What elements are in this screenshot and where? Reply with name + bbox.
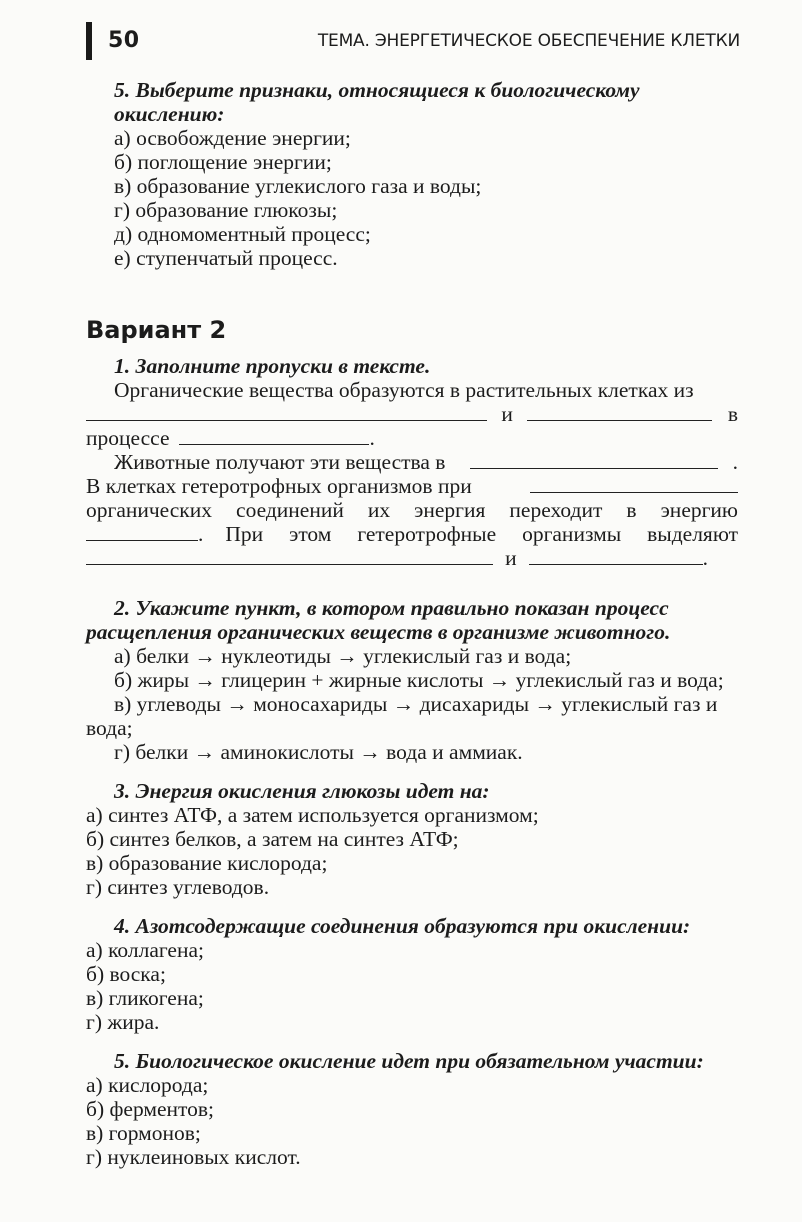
answer-option: г) образование глюкозы; [114, 198, 338, 222]
running-title: ТЕМА. ЭНЕРГЕТИЧЕСКОЕ ОБЕСПЕЧЕНИЕ КЛЕТКИ [317, 31, 740, 51]
question-prompt: 1. Заполните пропуски в тексте. [114, 354, 431, 378]
question-4 [86, 914, 738, 1034]
fill-text: Органические вещества образуются в растительных клетках из [114, 378, 694, 402]
fill-text: и [505, 546, 517, 570]
answer-option: а) синтез АТФ, а затем используется организмом; [86, 803, 539, 827]
fill-text: В клетках гетеротрофных организмов при [86, 474, 472, 498]
question-prompt: 5. Выберите признаки, относящиеся к биологическому окислению: [114, 78, 640, 126]
fill-line [86, 426, 738, 450]
question-5 [86, 1049, 738, 1169]
question-prompt: 2. Укажите пункт, в котором правильно показан процесс расщепления органических веществ в организме животного. [86, 596, 671, 644]
answer-option: в) гликогена; [86, 986, 204, 1010]
answer-option: г) жира. [86, 1010, 160, 1034]
fill-line [86, 402, 738, 426]
fill-text: органических соединений их энергия переходит в энергию [86, 498, 738, 522]
fill-line [86, 474, 738, 498]
fill-text: При этом гетеротрофные организмы выделяют [225, 522, 738, 546]
prev-question-5 [86, 78, 738, 270]
fill-line [86, 498, 738, 522]
fill-text: . [732, 450, 738, 474]
answer-option: б) воска; [86, 962, 166, 986]
question-prompt: 5. Биологическое окисление идет при обязательном участии: [114, 1049, 704, 1073]
fill-text: в [727, 402, 738, 426]
page-number: 50 [108, 28, 140, 53]
answer-option: б) поглощение энергии; [114, 150, 332, 174]
blank-field[interactable] [529, 546, 703, 565]
answer-option: е) ступенчатый процесс. [114, 246, 338, 270]
answer-option: в) образование углекислого газа и воды; [114, 174, 482, 198]
blank-field[interactable] [527, 402, 712, 421]
fill-line [86, 450, 738, 474]
answer-option: в) гормонов; [86, 1121, 201, 1145]
blank-field[interactable] [86, 522, 198, 541]
blank-field[interactable] [470, 450, 718, 469]
question-1 [86, 354, 738, 570]
blank-field[interactable] [86, 402, 487, 421]
fill-line [86, 378, 738, 402]
answer-option: б) жиры → глицерин + жирные кислоты → углекислый газ и вода; [114, 668, 724, 692]
answer-option: б) синтез белков, а затем на синтез АТФ; [86, 827, 459, 851]
question-prompt: 4. Азотсодержащие соединения образуются при окислении: [114, 914, 691, 938]
answer-option: г) синтез углеводов. [86, 875, 270, 899]
fill-text: . [369, 426, 375, 450]
answer-option: а) освобождение энергии; [114, 126, 351, 150]
answer-option: а) кислорода; [86, 1073, 209, 1097]
fill-text: процессе [86, 426, 170, 450]
fill-line [86, 522, 738, 546]
question-prompt: 3. Энергия окисления глюкозы идет на: [114, 779, 490, 803]
question-2 [86, 596, 738, 764]
answer-option: г) нуклеиновых кислот. [86, 1145, 301, 1169]
answer-option: д) одномоментный процесс; [114, 222, 371, 246]
fill-line [86, 546, 738, 570]
variant-title: Вариант 2 [86, 316, 227, 344]
answer-option: а) белки → нуклеотиды → углекислый газ и вода; [114, 644, 572, 668]
answer-option: в) углеводы → моносахариды → дисахариды → углекислый газ и вода; [86, 692, 718, 740]
fill-text: и [501, 402, 513, 426]
blank-field[interactable] [179, 426, 369, 445]
fill-text: . [702, 546, 708, 570]
page-content [86, 78, 738, 1169]
header-rule [86, 22, 92, 60]
answer-option: б) ферментов; [86, 1097, 215, 1121]
question-3 [86, 779, 738, 899]
blank-field[interactable] [530, 474, 738, 493]
blank-field[interactable] [86, 546, 493, 565]
answer-option: г) белки → аминокислоты → вода и аммиак. [114, 740, 523, 764]
fill-text: Животные получают эти вещества в [114, 450, 446, 474]
answer-option: в) образование кислорода; [86, 851, 328, 875]
answer-option: а) коллагена; [86, 938, 204, 962]
fill-text: . [198, 522, 204, 546]
